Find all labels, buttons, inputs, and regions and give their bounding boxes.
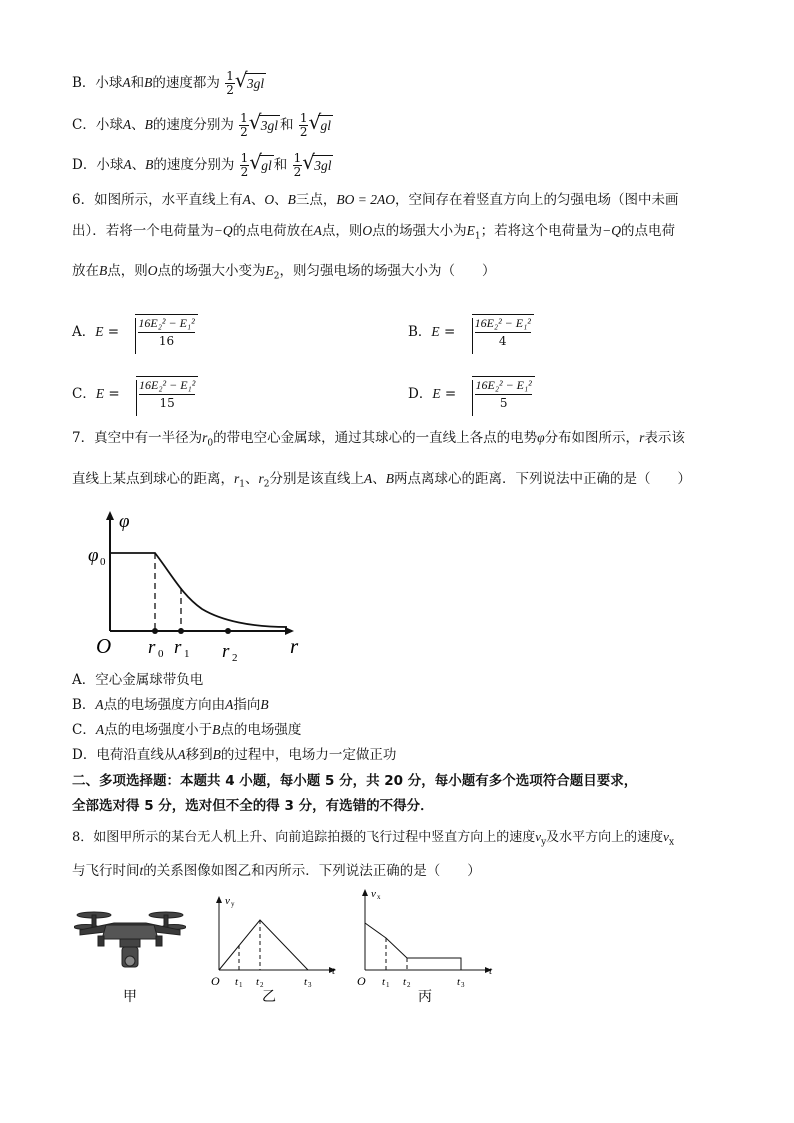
q6-stem-line1: 6．如图所示，水平直线上有A、O、B三点，BO = 2AO，空间存在着竖直方向上的匀强电场（图中未画 bbox=[72, 192, 679, 208]
r0-sub: 0 bbox=[158, 648, 164, 660]
var-b: B bbox=[145, 157, 154, 172]
option-text: 、 bbox=[131, 157, 146, 173]
t1-label: t bbox=[235, 976, 239, 988]
r0-point bbox=[152, 628, 158, 634]
option-text: B．小球 bbox=[72, 75, 123, 91]
radical: $\frac{\text{16E₂² − E₁²}}{16}$ bbox=[123, 314, 197, 351]
vy-label: v bbox=[225, 895, 230, 907]
t3-label: t bbox=[457, 976, 461, 988]
r2-label: r bbox=[222, 641, 230, 662]
r0-label: r bbox=[148, 637, 156, 658]
option-text: 的速度分别为 bbox=[153, 157, 235, 173]
fig-label-jia: 甲 bbox=[123, 990, 137, 1005]
option-text: 和 bbox=[273, 157, 288, 173]
r2-point bbox=[225, 628, 231, 634]
option-text: C．小球 bbox=[72, 117, 123, 133]
q7-option-c[interactable]: C．A点的电场强度小于B点的电场强度 bbox=[72, 722, 302, 738]
fraction: $\frac{1}{2}$ bbox=[299, 111, 308, 139]
sqrt: √ 3gl bbox=[250, 115, 280, 136]
q5-option-d[interactable] bbox=[72, 152, 333, 179]
var-b: B bbox=[144, 75, 153, 90]
phi0-label: φ bbox=[88, 545, 99, 566]
q5-option-c[interactable] bbox=[72, 112, 333, 139]
option-text: 的速度分别为 bbox=[152, 117, 234, 133]
fig-label-yi: 乙 bbox=[262, 990, 276, 1005]
t3-label: t bbox=[304, 976, 308, 988]
sqrt: √ 3gl bbox=[303, 155, 333, 176]
t3-sub: 3 bbox=[308, 981, 312, 989]
vx-curve bbox=[365, 923, 461, 970]
section-heading-line1: 二、多项选择题：本题共 4 小题，每小题 5 分，共 20 分，每小题有多个选项符合题目要求， bbox=[72, 773, 638, 789]
fraction: $\frac{1}{2}$ bbox=[240, 111, 248, 139]
q6-option-c[interactable]: C．E = $\frac{\text{16E₂² − E₁²}}{15}$ bbox=[72, 376, 198, 413]
option-text: 、 bbox=[131, 117, 145, 133]
t1-sub: 1 bbox=[386, 981, 390, 989]
q6-stem-line3: 放在B点，则O点的场强大小变为$E_2$，则匀强电场的场强大小为（ ） bbox=[72, 263, 496, 282]
q7-option-d[interactable]: D．电荷沿直线从A移到B的过程中，电场力一定做正功 bbox=[72, 747, 397, 763]
q6-option-d[interactable]: D．E = $\frac{\text{16E₂² − E₁²}}{5}$ bbox=[408, 376, 535, 413]
fraction: $\frac{1}{2}$ bbox=[293, 151, 302, 179]
q7-option-a[interactable]: A．空心金属球带负电 bbox=[72, 672, 204, 688]
radical: $\frac{\text{16E₂² − E₁²}}{4}$ bbox=[460, 314, 534, 351]
t-axis-label: t bbox=[489, 965, 493, 977]
option-text: 和 bbox=[280, 117, 294, 133]
radical: $\frac{\text{16E₂² − E₁²}}{15}$ bbox=[124, 376, 198, 413]
q6-option-a[interactable]: A．E = $\frac{\text{16E₂² − E₁²}}{16}$ bbox=[72, 314, 198, 351]
phi-axis-arrow bbox=[106, 511, 114, 520]
option-text: 的速度都为 bbox=[152, 75, 220, 91]
origin-label: O bbox=[96, 634, 112, 658]
fig-label-bing: 丙 bbox=[418, 990, 432, 1005]
t2-label: t bbox=[403, 976, 407, 988]
q8-stem-line2: 与飞行时间t的关系图像如图乙和丙所示．下列说法正确的是（ ） bbox=[72, 863, 481, 879]
origin-label: O bbox=[357, 974, 366, 988]
sqrt: √ 3gl bbox=[236, 73, 266, 94]
t2-label: t bbox=[256, 976, 260, 988]
sqrt: √ gl bbox=[250, 155, 274, 176]
fraction: $\frac{1}{2}$ bbox=[240, 151, 249, 179]
option-text: D．小球 bbox=[72, 157, 124, 173]
sqrt: √ gl bbox=[309, 115, 333, 136]
r1-sub: 1 bbox=[184, 648, 190, 660]
phi-label: φ bbox=[119, 511, 130, 532]
q5-option-b[interactable] bbox=[72, 70, 266, 97]
r2-sub: 2 bbox=[232, 652, 238, 664]
q6-stem-line2: 出）．若将一个电荷量为−Q的点电荷放在A点，则O点的场强大小为$E_1$；若将这个电荷量为−Q的点电荷 bbox=[72, 223, 675, 242]
t-axis-label: t bbox=[332, 965, 336, 977]
t1-sub: 1 bbox=[239, 981, 243, 989]
r1-label: r bbox=[174, 637, 182, 658]
r1-point bbox=[178, 628, 184, 634]
t2-sub: 2 bbox=[260, 981, 264, 989]
t2-sub: 2 bbox=[407, 981, 411, 989]
vx-sub: x bbox=[377, 893, 381, 901]
drone-figure bbox=[74, 905, 186, 1015]
q6-option-b[interactable]: B．E = $\frac{\text{16E₂² − E₁²}}{4}$ bbox=[408, 314, 534, 351]
vy-graph bbox=[205, 890, 345, 1015]
var-b: B bbox=[144, 117, 153, 132]
var-a: A bbox=[122, 117, 132, 132]
fraction: $\frac{1}{2}$ bbox=[226, 69, 234, 97]
phi0-sub: 0 bbox=[100, 556, 106, 568]
vy-curve bbox=[219, 920, 308, 970]
origin-label: O bbox=[211, 974, 220, 988]
vx-graph bbox=[355, 883, 500, 1015]
r-axis-label: r bbox=[290, 634, 299, 658]
t1-label: t bbox=[382, 976, 386, 988]
potential-graph bbox=[82, 505, 312, 665]
q7-stem-line2: 直线上某点到球心的距离，$r_1$、$r_2$分别是该直线上A、B两点离球心的距离．下列说法中正确的是（ ） bbox=[72, 471, 691, 490]
radical: $\frac{\text{16E₂² − E₁²}}{5}$ bbox=[460, 376, 534, 413]
drone-icon bbox=[74, 912, 186, 967]
section-heading-line2: 全部选对得 5 分，选对但不全的得 3 分，有选错的不得分． bbox=[72, 798, 434, 814]
q8-stem-line1: 8．如图甲所示的某台无人机上升、向前追踪拍摄的飞行过程中竖直方向上的速度$v_y$及水平方向上的速度$v_x$ bbox=[72, 829, 675, 848]
potential-curve bbox=[110, 553, 287, 627]
option-text: 和 bbox=[130, 75, 145, 91]
var-a: A bbox=[122, 75, 131, 90]
vy-sub: y bbox=[231, 900, 235, 908]
q7-option-b[interactable]: B．A点的电场强度方向由A指向B bbox=[72, 697, 269, 713]
vy-axis-arrow bbox=[216, 896, 222, 903]
vx-label: v bbox=[371, 888, 376, 900]
q7-stem-line1: 7．真空中有一半径为$r_0$的带电空心金属球，通过其球心的一直线上各点的电势φ分布如图所示，r表示该 bbox=[72, 430, 685, 449]
var-a: A bbox=[123, 157, 132, 172]
vx-axis-arrow bbox=[362, 889, 368, 896]
t3-sub: 3 bbox=[461, 981, 465, 989]
